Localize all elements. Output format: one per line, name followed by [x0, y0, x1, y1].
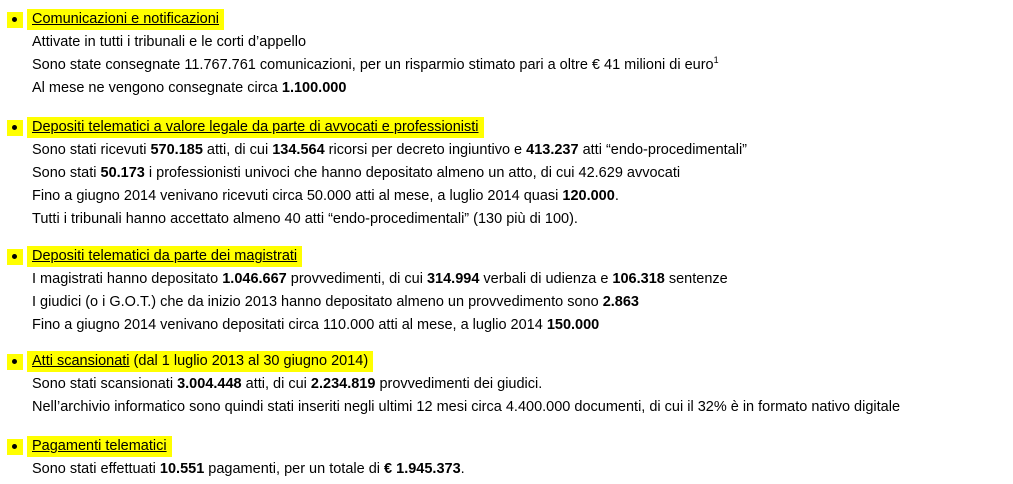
text-line: Sono state consegnate 11.767.761 comunicazioni, per un risparmio stimato pari a oltre € 41 milioni di euro$^1$ [32, 55, 719, 73]
bullet-icon [7, 12, 23, 28]
text-line: Sono stati scansionati 3.004.448 atti, di cui 2.234.819 provvedimenti dei giudici. [32, 376, 543, 392]
text-line: Fino a giugno 2014 venivano ricevuti circa 50.000 atti al mese, a luglio 2014 quasi 120.000. [32, 188, 619, 204]
bullet-icon [7, 120, 23, 136]
bullet-icon [7, 249, 23, 265]
section-atti-scansionati [0, 351, 1013, 415]
text-line: Fino a giugno 2014 venivano depositati circa 110.000 atti al mese, a luglio 2014 150.000 [32, 317, 600, 333]
section-heading: Depositi telematici a valore legale da parte di avvocati e professionisti [27, 117, 484, 138]
text-line: Sono stati effettuati 10.551 pagamenti, per un totale di € 1.945.373. [32, 461, 465, 477]
section-depositi-avvocati [0, 117, 1013, 227]
text-line: Nell’archivio informatico sono quindi stati inseriti negli ultimi 12 mesi circa 4.400.000 documenti, di cui il 32% è in formato nativo digitale [32, 399, 901, 415]
text-line: I magistrati hanno depositato 1.046.667 provvedimenti, di cui 314.994 verbali di udienza e 106.318 sentenze [32, 271, 728, 287]
text-line: Sono stati 50.173 i professionisti univoci che hanno depositato almeno un atto, di cui 42.629 avvocati [32, 165, 681, 181]
section-comunicazioni [0, 9, 1013, 96]
heading-note: (dal 1 luglio 2013 al 30 giugno 2014) [129, 353, 369, 369]
section-heading: Atti scansionati (dal 1 luglio 2013 al 30 giugno 2014) [27, 351, 373, 372]
text-line: Al mese ne vengono consegnate circa 1.100.000 [32, 80, 347, 96]
section-heading: Depositi telematici da parte dei magistrati [27, 246, 302, 267]
text-line: I giudici (o i G.O.T.) che da inizio 2013 hanno depositato almeno un provvedimento sono 2.863 [32, 294, 639, 310]
text-line: Attivate in tutti i tribunali e le corti d’appello [32, 34, 307, 50]
bullet-icon [7, 354, 23, 370]
section-heading: Pagamenti telematici [27, 436, 172, 457]
text-line: Tutti i tribunali hanno accettato almeno 40 atti “endo-procedimentali” (130 più di 100). [32, 211, 578, 227]
bullet-icon [7, 439, 23, 455]
text-line: Sono stati ricevuti 570.185 atti, di cui 134.564 ricorsi per decreto ingiuntivo e 413.237 atti “endo-procedimentali” [32, 142, 748, 158]
section-heading: Comunicazioni e notificazioni [27, 9, 224, 30]
section-pagamenti [0, 436, 1013, 477]
footnote-marker: 1 [713, 55, 719, 65]
section-depositi-magistrati [0, 246, 1013, 333]
